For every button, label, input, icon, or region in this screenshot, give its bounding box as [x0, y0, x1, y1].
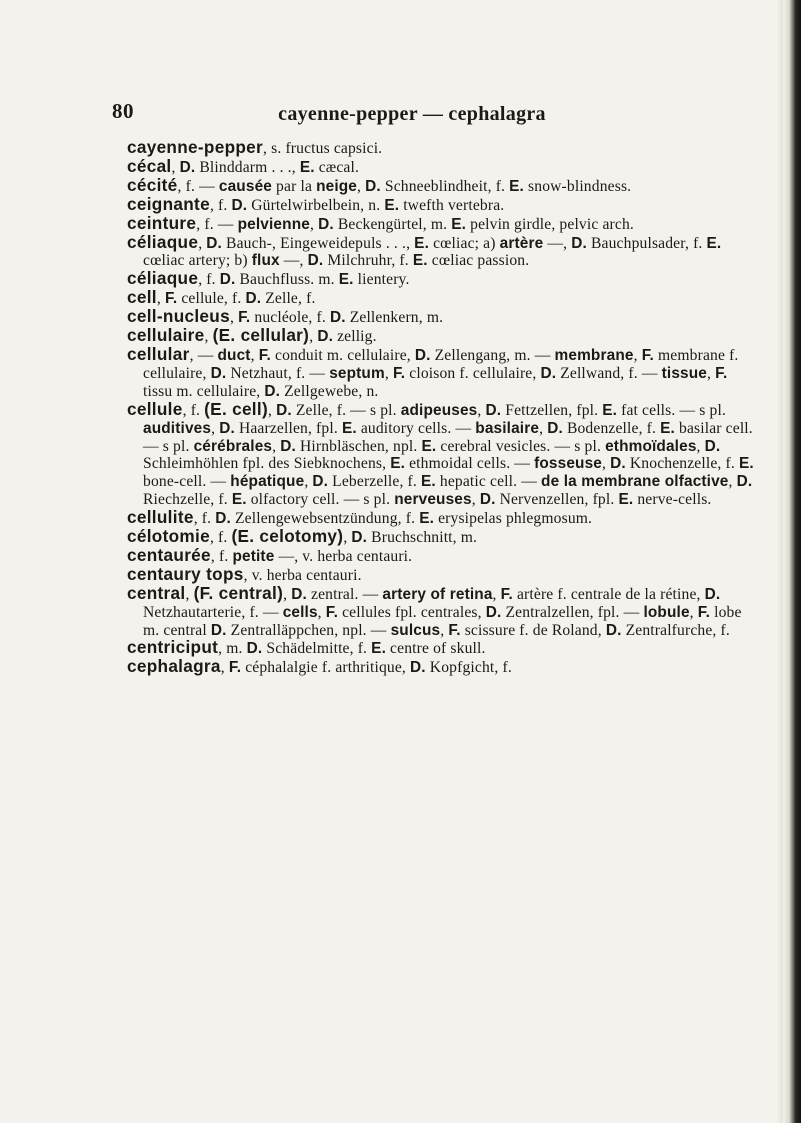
bold-term: septum	[329, 364, 385, 382]
bold-term: D.	[219, 271, 236, 289]
bold-term: neige	[316, 177, 358, 195]
entry-text: ,	[204, 328, 213, 346]
entry-text: ,	[268, 401, 277, 419]
bold-term: D.	[245, 290, 262, 308]
headword: central	[127, 582, 186, 603]
bold-term: D.	[547, 419, 563, 437]
headword: célotomie	[127, 526, 210, 547]
entry-cephalagra	[127, 658, 755, 677]
entry-text: , f.	[198, 271, 220, 289]
entry-text: Zentralzellen, fpl. —	[501, 603, 644, 621]
headword: cellule	[127, 398, 183, 419]
entry-text: , f. —	[177, 177, 219, 195]
bold-term: F.	[164, 290, 178, 308]
headword: ceignante	[127, 193, 210, 214]
headword: (E. cell)	[204, 398, 268, 419]
entry-text: , f.	[210, 547, 233, 565]
entry-text: , s. fructus capsici.	[263, 140, 383, 157]
entry-text: cellules fpl. centrales,	[338, 603, 486, 621]
entry-text: Schädelmitte, f.	[262, 640, 372, 658]
entry-text: , f. —	[196, 215, 238, 233]
bold-term: D.	[264, 382, 281, 400]
entry-text: Zellengewebsentzündung, f.	[230, 510, 420, 528]
entry-text: Zentralläppchen, npl. —	[226, 621, 391, 639]
entry-text: ,	[185, 585, 194, 603]
headword: centriciput	[127, 637, 219, 658]
entry-cellule	[127, 398, 755, 509]
entry-text: Zellgewebe, n.	[280, 382, 379, 400]
bold-term: F.	[392, 364, 406, 382]
entry-text: Zentralfurche, f.	[621, 621, 730, 639]
bold-term: D.	[231, 196, 248, 214]
bold-term: D.	[210, 621, 227, 639]
book-spine-edge	[783, 0, 801, 1123]
entry-text: ,	[272, 437, 281, 455]
bold-term: E.	[602, 401, 618, 419]
headword: cayenne-pepper	[127, 137, 264, 157]
bold-term: E.	[390, 455, 406, 473]
bold-term: auditives	[143, 419, 212, 437]
entry-text: fat cells. — s pl.	[617, 401, 727, 419]
bold-term: D.	[307, 252, 324, 270]
bold-term: F.	[641, 346, 654, 364]
entry-text: ,	[696, 437, 705, 455]
bold-term: artère	[499, 234, 544, 252]
entry-text: Bauchfluss. m.	[235, 271, 339, 289]
entry-text: ,	[250, 346, 259, 364]
bold-term: E.	[706, 234, 722, 252]
bold-term: E.	[660, 419, 675, 437]
bold-term: E.	[421, 473, 436, 491]
bold-term: E.	[509, 177, 524, 195]
entry-text: par la	[272, 177, 317, 195]
entry-text: ,	[440, 621, 449, 639]
bold-term: D.	[246, 640, 263, 658]
entry-text: snow-blindness.	[523, 177, 632, 195]
entry-text: olfactory cell. — s pl.	[246, 491, 395, 509]
bold-term: flux	[251, 252, 280, 270]
headword: cellular	[127, 343, 190, 364]
bold-term: petite	[232, 547, 275, 565]
bold-term: D.	[291, 585, 307, 603]
bold-term: E.	[341, 419, 357, 437]
headword: ceinture	[127, 212, 197, 233]
bold-term: D.	[540, 364, 557, 382]
bold-term: D.	[351, 529, 368, 547]
bold-term: F.	[448, 621, 461, 639]
entry-centriciput	[127, 639, 755, 658]
entry-text: scissure f. de Roland,	[460, 621, 606, 639]
bold-term: D.	[485, 603, 502, 621]
entry-text: pelvin girdle, pelvic arch.	[466, 215, 634, 233]
entry-text: membrane f. cellulaire,	[143, 346, 739, 382]
entry-text: auditory cells. —	[356, 419, 476, 437]
bold-term: pelvienne	[237, 215, 310, 233]
entry-text: ,	[602, 455, 611, 473]
bold-term: artery of retina	[382, 585, 493, 603]
entry-text: Knochenzelle, f.	[625, 455, 739, 473]
entry-text: ,	[304, 473, 313, 491]
entry-text: ,	[492, 585, 501, 603]
bold-term: D.	[215, 510, 231, 528]
entry-text: Nervenzellen, fpl.	[495, 491, 619, 509]
page-header	[112, 99, 752, 129]
entry-text: —, v. herba centauri.	[274, 547, 413, 565]
headword: cécité	[127, 174, 178, 195]
bold-term: F.	[697, 603, 711, 621]
entry-text: ,	[539, 419, 548, 437]
entry-text: nucléole, f.	[250, 309, 330, 327]
entry-text: Gürtelwirbelbein, n.	[247, 196, 385, 214]
entry-text: Fettzellen, fpl.	[501, 401, 603, 419]
bold-term: D.	[312, 473, 329, 491]
headword: centaurée	[127, 544, 211, 565]
entry-celiaque-2	[127, 270, 755, 289]
entry-text: cerebral vesicles. — s pl.	[436, 437, 606, 455]
bold-term: adipeuses	[400, 401, 478, 419]
bold-term: D.	[736, 473, 753, 491]
entry-text: bone-cell. —	[143, 473, 231, 491]
entry-text: tissu m. cellulaire,	[143, 382, 265, 400]
entry-celiaque-1	[127, 231, 755, 271]
entry-text: cœliac; a)	[429, 234, 500, 252]
entry-text: Zelle, f.	[261, 290, 316, 308]
headword: cécal	[127, 155, 172, 176]
entry-text: ,	[317, 603, 326, 621]
bold-term: D.	[329, 309, 346, 327]
bold-term: E.	[299, 158, 315, 176]
bold-term: cérébrales	[193, 437, 273, 455]
entry-text: cloison f. cellulaire,	[405, 364, 541, 382]
entry-text: ,	[156, 290, 165, 308]
entry-text: ,	[471, 491, 480, 509]
entry-text: Bruchschnitt, m.	[367, 529, 478, 547]
headword: (E. celotomy)	[231, 526, 344, 547]
bold-term: cells	[282, 603, 318, 621]
headword: cell-nucleus	[127, 306, 230, 327]
headword: cell	[127, 287, 157, 308]
entry-text: cœliac passion.	[427, 252, 530, 270]
bold-term: sulcus	[390, 621, 441, 639]
bold-term: E.	[618, 491, 634, 509]
entry-text: zentral. —	[306, 585, 383, 603]
entry-text: , f.	[209, 196, 232, 214]
entry-text: ,	[229, 309, 239, 327]
bold-term: E.	[738, 455, 754, 473]
entry-text: erysipelas phlegmosum.	[434, 510, 593, 528]
entry-cecite	[127, 174, 755, 196]
entry-text: Netzhautarterie, f. —	[143, 603, 283, 621]
entry-text: Haarzellen, fpl.	[234, 419, 342, 437]
entry-text: zellig.	[333, 328, 377, 346]
entry-cellulite	[127, 509, 755, 528]
entry-cellulaire	[127, 327, 755, 346]
bold-term: D.	[179, 158, 196, 176]
entry-text: Riechzelle, f.	[143, 491, 232, 509]
bold-term: E.	[231, 491, 247, 509]
entry-text: ethmoidal cells. —	[405, 455, 535, 473]
entry-text: ,	[689, 603, 698, 621]
entry-text: ,	[477, 401, 486, 419]
dictionary-entries	[127, 139, 755, 677]
entry-text: ,	[171, 158, 180, 176]
entry-text: Beckengürtel, m.	[333, 215, 452, 233]
entry-text: ,	[198, 234, 207, 252]
bold-term: F.	[258, 346, 271, 364]
bold-term: tissue	[661, 364, 708, 382]
bold-term: E.	[412, 252, 428, 270]
bold-term: de la membrane olfactive	[541, 473, 729, 491]
entry-ceinture	[127, 212, 755, 234]
entry-central	[127, 582, 755, 640]
bold-term: E.	[421, 437, 437, 455]
entry-text: Netzhaut, f. —	[226, 364, 330, 382]
entry-text: Kopfgicht, f.	[425, 659, 512, 677]
bold-term: E.	[451, 215, 467, 233]
entry-text: ,	[707, 364, 716, 382]
entry-text: Zelle, f. — s pl.	[291, 401, 401, 419]
entry-text: , f.	[182, 401, 205, 419]
entry-text: Bauch-, Eingeweidepuls . . .,	[222, 234, 415, 252]
entry-text: ,	[728, 473, 737, 491]
bold-term: D.	[704, 585, 721, 603]
entry-text: centre of skull.	[386, 640, 486, 658]
entry-text: ,	[211, 419, 220, 437]
bold-term: duct	[217, 346, 251, 364]
entry-text: ,	[283, 585, 292, 603]
bold-term: F.	[325, 603, 339, 621]
entry-text: cœliac artery; b)	[143, 252, 252, 270]
entry-text: twefth vertebra.	[399, 196, 505, 214]
entry-text: Bauchpulsader, f.	[586, 234, 707, 252]
entry-text: —,	[543, 234, 572, 252]
entry-text: , f.	[209, 529, 232, 547]
entry-text: ,	[309, 328, 318, 346]
bold-term: F.	[238, 309, 251, 327]
bold-term: E.	[338, 271, 354, 289]
bold-term: D.	[704, 437, 721, 455]
entry-text: Hirnbläschen, npl.	[295, 437, 422, 455]
bold-term: D.	[210, 364, 227, 382]
bold-term: ethmoïdales	[605, 437, 697, 455]
bold-term: D.	[318, 215, 334, 233]
bold-term: E.	[371, 640, 386, 658]
bold-term: D.	[414, 346, 431, 364]
entry-text: nerve-cells.	[633, 491, 712, 509]
entry-text: Schleimhöhlen fpl. des Siebknochens,	[143, 455, 391, 473]
entry-text: Zellenkern, m.	[345, 309, 444, 327]
bold-term: lobule	[643, 603, 690, 621]
headword: (E. cellular)	[212, 325, 310, 346]
bold-term: D.	[365, 177, 381, 195]
bold-term: D.	[479, 491, 496, 509]
entry-text: artère f. centrale de la rétine,	[512, 585, 705, 603]
entry-text: Zellengang, m. —	[430, 346, 555, 364]
entry-text: ,	[384, 364, 393, 382]
entry-text: ,	[357, 177, 366, 195]
entry-text: ,	[309, 215, 319, 233]
headword: céliaque	[127, 231, 199, 252]
entry-text: , m.	[218, 640, 247, 658]
entry-text: —,	[279, 252, 308, 270]
entry-text: hepatic cell. —	[435, 473, 542, 491]
headword: cephalagra	[127, 656, 221, 677]
entry-ceignante	[127, 193, 755, 215]
headword: (F. central)	[193, 582, 284, 603]
entry-text: , —	[189, 346, 218, 364]
entry-text: basilar cell. — s pl.	[143, 419, 753, 455]
entry-text: céphalalgie f. arthritique,	[241, 659, 411, 677]
bold-term: F.	[715, 364, 728, 382]
bold-term: D.	[571, 234, 587, 252]
bold-term: E.	[414, 234, 430, 252]
entry-text: lobe m. central	[143, 603, 742, 639]
bold-term: fosseuse	[534, 455, 603, 473]
bold-term: D.	[276, 401, 292, 419]
entry-text: Zellwand, f. —	[556, 364, 662, 382]
bold-term: D.	[605, 621, 622, 639]
bold-term: F.	[500, 585, 513, 603]
entry-text: Blinddarm . . .,	[195, 158, 300, 176]
bold-term: D.	[219, 419, 235, 437]
bold-term: E.	[419, 510, 435, 528]
entry-text: Bodenzelle, f.	[562, 419, 661, 437]
bold-term: D.	[280, 437, 296, 455]
entry-text: , f.	[193, 510, 216, 528]
bold-term: hépatique	[230, 473, 305, 491]
bold-term: D.	[317, 328, 334, 346]
running-head: cayenne-pepper — cephalagra	[278, 103, 546, 125]
bold-term: causée	[218, 177, 272, 195]
page-number: 80	[112, 99, 134, 123]
entry-text: Milchruhr, f.	[323, 252, 413, 270]
entry-text: cellule, f.	[177, 290, 246, 308]
entry-text: ,	[633, 346, 642, 364]
entry-cellular	[127, 343, 755, 401]
bold-term: D.	[206, 234, 222, 252]
headword: céliaque	[127, 268, 199, 289]
headword: cellulite	[127, 507, 194, 528]
headword: centaury tops	[127, 563, 244, 584]
bold-term: E.	[384, 196, 400, 214]
bold-term: nerveuses	[394, 491, 472, 509]
bold-term: F.	[228, 659, 242, 677]
entry-text: Leberzelle, f.	[328, 473, 421, 491]
entry-text: cæcal.	[314, 158, 360, 176]
bold-term: basilaire	[475, 419, 540, 437]
entry-cecal	[127, 155, 755, 177]
entry-text: , v. herba centauri.	[243, 566, 362, 584]
bold-term: D.	[410, 659, 426, 677]
bold-term: D.	[610, 455, 626, 473]
bold-term: membrane	[554, 346, 634, 364]
entry-text: ,	[343, 529, 352, 547]
entry-celotomie	[127, 528, 755, 547]
entry-text: ,	[220, 659, 229, 677]
bold-term: D.	[485, 401, 502, 419]
entry-text: conduit m. cellulaire,	[270, 346, 415, 364]
headword: cellulaire	[127, 325, 205, 346]
entry-cayenne-pepper	[127, 139, 755, 158]
entry-text: lientery.	[353, 271, 410, 289]
entry-text: Schneeblindheit, f.	[380, 177, 510, 195]
